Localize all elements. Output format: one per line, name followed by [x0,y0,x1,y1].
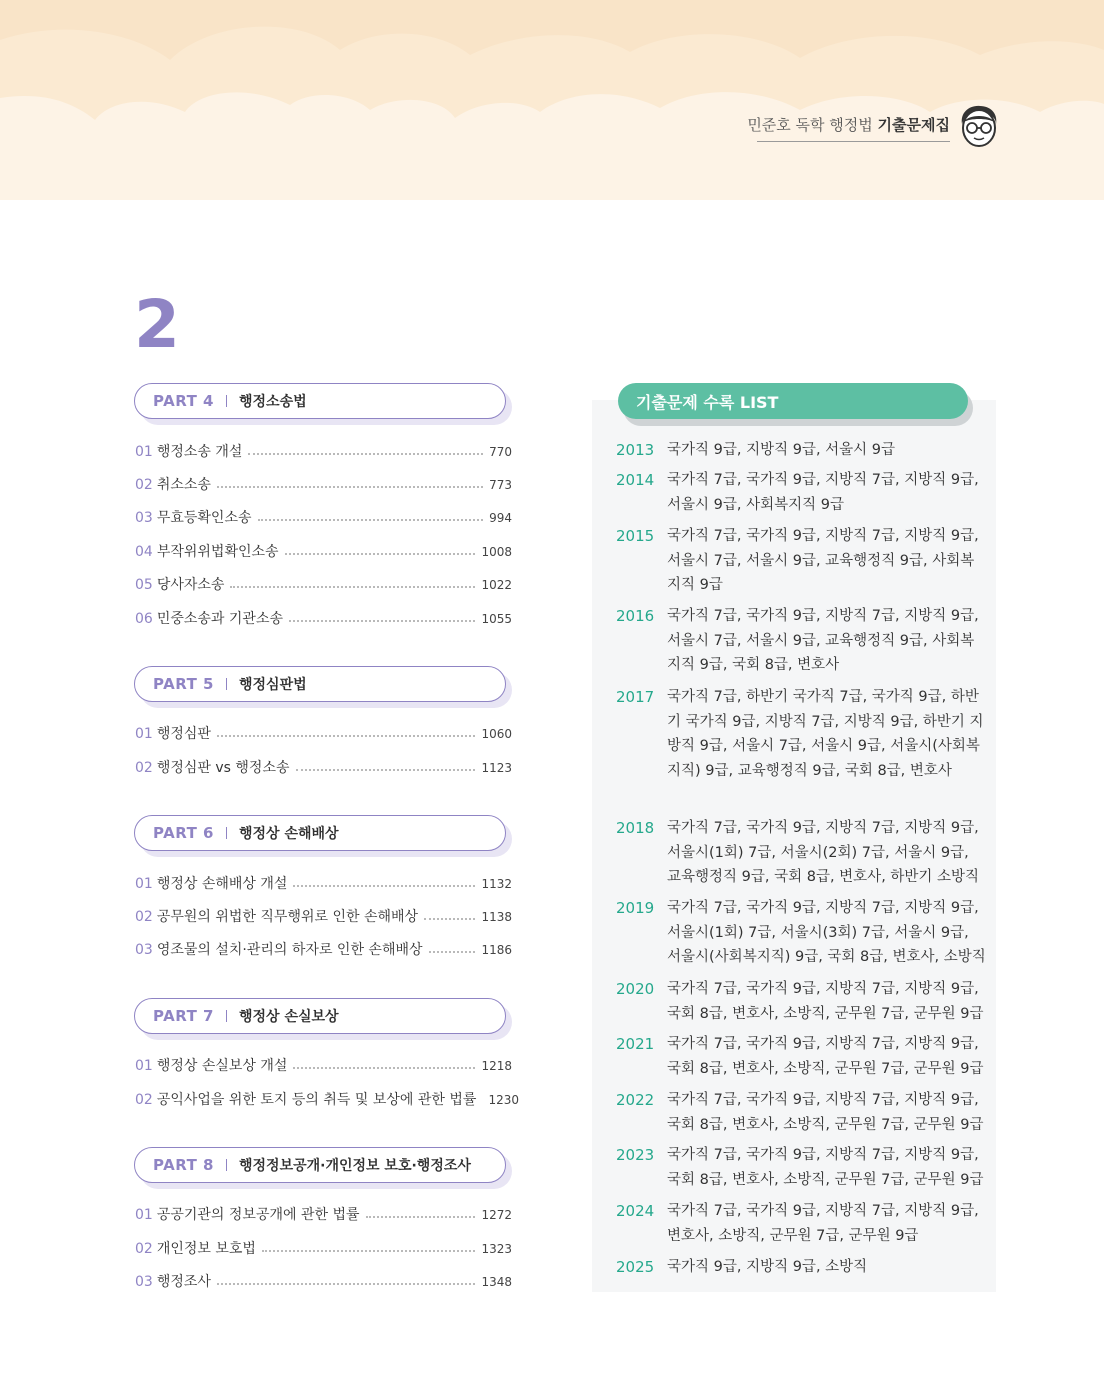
toc-leader [293,1067,475,1069]
part-header-7 [134,998,512,1040]
toc-number: 03 [135,1274,153,1290]
toc-title: 공무원의 위법한 직무행위로 인한 손해배상 [156,909,419,925]
cloud-decoration [0,0,1104,200]
toc-page: 1230 [488,1093,519,1107]
toc-title: 당사자소송 [156,577,225,593]
part-label: PART 8 [153,1156,214,1174]
exam-year: 2021 [616,1035,655,1053]
toc-leader [293,885,475,887]
exam-year: 2016 [616,607,655,625]
toc-page: 1060 [481,727,512,741]
toc-item[interactable] [135,441,512,461]
toc-leader [230,586,475,588]
toc-leader [424,918,475,920]
toc-title: 행정상 손실보상 개설 [156,1058,288,1074]
toc-item[interactable] [135,939,512,959]
toc-number: 01 [135,876,153,892]
exam-list-text: 국가직 9급, 지방직 9급, 소방직 [667,1259,868,1275]
part-title: 행정상 손해배상 [239,826,339,842]
exam-year: 2013 [616,441,655,459]
part-header-4 [134,383,512,425]
toc-title: 행정조사 [156,1274,211,1290]
toc-item[interactable] [135,906,512,926]
toc-leader [366,1216,476,1218]
toc-page: 1055 [481,612,512,626]
toc-leader [258,519,484,521]
part-header-6 [134,815,512,857]
toc-item[interactable] [135,507,512,527]
part-title: 행정정보공개·개인정보 보호·행정조사 [239,1158,471,1174]
toc-item[interactable] [135,1271,512,1291]
exam-list-text: 국가직 7급, 국가직 9급, 지방직 7급, 지방직 9급, 서울시(1회) 7급, 서울시(3회) 7급, 서울시 9급, 서울시(사회복지직) 9급, 국회 8급, 변호사, 소방직 [667,900,986,965]
exam-year-row [616,685,986,783]
toc-number: 02 [135,760,153,776]
toc-title: 무효등확인소송 [156,510,252,526]
toc-leader [285,553,476,555]
part-title: 행정소송법 [239,394,307,410]
toc-number: 06 [135,611,153,627]
toc-item[interactable] [135,1089,519,1109]
toc-page: 1272 [481,1208,512,1222]
exam-year: 2020 [616,980,655,998]
part-label: PART 6 [153,824,214,842]
toc-item[interactable] [135,757,512,777]
toc-number: 02 [135,1241,153,1257]
toc-title: 영조물의 설치·관리의 하자로 인한 손해배상 [156,942,423,958]
toc-number: 01 [135,1058,153,1074]
title-underline [757,141,950,142]
toc-item[interactable] [135,608,512,628]
toc-number: 01 [135,444,153,460]
exam-list-text: 국가직 7급, 국가직 9급, 지방직 7급, 지방직 9급, 국회 8급, 변호사, 소방직, 군무원 7급, 군무원 9급 [667,981,984,1022]
exam-list-text: 국가직 7급, 국가직 9급, 지방직 7급, 지방직 9급, 서울시 7급, 서울시 9급, 교육행정직 9급, 사회복지직 9급 [667,528,979,593]
exam-list-text: 국가직 7급, 국가직 9급, 지방직 7급, 지방직 9급, 서울시 9급, 사회복지직 9급 [667,472,979,513]
part-label: PART 5 [153,675,214,693]
exam-year-row [616,1199,986,1248]
toc-item[interactable] [135,1055,512,1075]
part-header-8 [134,1147,512,1189]
exam-year: 2014 [616,471,655,489]
exam-list-text: 국가직 7급, 국가직 9급, 지방직 7급, 지방직 9급, 변호사, 소방직, 군무원 7급, 군무원 9급 [667,1203,979,1244]
toc-leader [217,1283,476,1285]
toc-page: 1123 [481,761,512,775]
book-title-plain: 민준호 독학 행정법 [747,116,878,134]
part-label: PART 4 [153,392,214,410]
toc-number: 01 [135,1207,153,1223]
toc-number: 01 [135,726,153,742]
exam-year-row [616,438,986,463]
exam-list-text: 국가직 7급, 국가직 9급, 지방직 7급, 지방직 9급, 서울시(1회) 7급, 서울시(2회) 7급, 서울시 9급, 교육행정직 9급, 국회 8급, 변호사, 하반기 소방직 [667,820,980,885]
exam-year: 2025 [616,1258,655,1276]
toc-page: 1008 [481,545,512,559]
exam-year: 2017 [616,688,655,706]
part-label: PART 7 [153,1007,214,1025]
exam-list-text: 국가직 7급, 국가직 9급, 지방직 7급, 지방직 9급, 서울시 7급, 서울시 9급, 교육행정직 9급, 사회복지직 9급, 국회 8급, 변호사 [667,608,979,673]
exam-year: 2019 [616,899,655,917]
exam-list-title: 기출문제 수록 LIST [636,392,779,412]
toc-title: 행정소송 개설 [156,444,243,460]
exam-year: 2022 [616,1091,655,1109]
toc-page: 770 [489,445,512,459]
toc-title: 민중소송과 기관소송 [156,611,283,627]
toc-leader [296,769,476,771]
toc-page: 1323 [481,1242,512,1256]
toc-title: 취소소송 [156,477,211,493]
exam-year-row [616,524,986,598]
toc-page: 773 [489,478,512,492]
part-title: 행정심판법 [239,677,307,693]
book-title [747,114,950,135]
exam-year-row [616,1255,986,1280]
toc-title: 공익사업을 위한 토지 등의 취득 및 보상에 관한 법률 [156,1092,477,1108]
exam-year: 2024 [616,1202,655,1220]
toc-leader [289,620,475,622]
book-title-bold: 기출문제집 [877,116,950,134]
toc-number: 05 [135,577,153,593]
toc-title: 부작위위법확인소송 [156,544,279,560]
toc-item[interactable] [135,1204,512,1224]
author-avatar-icon [958,104,1000,148]
part-header-5 [134,666,512,708]
toc-item[interactable] [135,723,512,743]
exam-year-row [616,816,986,890]
exam-year-row [616,604,986,678]
toc-number: 02 [135,909,153,925]
toc-item[interactable] [135,873,512,893]
toc-number: 02 [135,1092,153,1108]
toc-page: 1348 [481,1275,512,1289]
exam-year-row [616,468,986,517]
exam-year-row [616,1088,986,1137]
toc-leader [262,1250,476,1252]
exam-year-row [616,977,986,1026]
toc-number: 02 [135,477,153,493]
toc-page: 1186 [481,943,512,957]
toc-page: 1218 [481,1059,512,1073]
toc-leader [429,951,476,953]
part-title: 행정상 손실보상 [239,1009,339,1025]
exam-list-text: 국가직 7급, 국가직 9급, 지방직 7급, 지방직 9급, 국회 8급, 변호사, 소방직, 군무원 7급, 군무원 9급 [667,1147,984,1188]
toc-page: 994 [489,511,512,525]
exam-year-row [616,1143,986,1192]
toc-page: 1132 [481,877,512,891]
header-band [0,0,1104,200]
toc-title: 행정심판 vs 행정소송 [156,760,290,776]
toc-item[interactable] [135,474,512,494]
toc-item[interactable] [135,541,512,561]
toc-number: 03 [135,942,153,958]
toc-title: 행정상 손해배상 개설 [156,876,288,892]
exam-year: 2018 [616,819,655,837]
exam-year: 2015 [616,527,655,545]
toc-number: 03 [135,510,153,526]
toc-number: 04 [135,544,153,560]
exam-year-row [616,1032,986,1081]
toc-leader [248,453,483,455]
toc-title: 행정심판 [156,726,211,742]
toc-title: 공공기관의 정보공개에 관한 법률 [156,1207,360,1223]
exam-list-text: 국가직 7급, 하반기 국가직 7급, 국가직 9급, 하반기 국가직 9급, 지방직 7급, 지방직 9급, 하반기 지방직 9급, 서울시 7급, 서울시 9급, 서울시(사회복지직) 9급, 교육행정직 9급, 국회 8급, 변호사 [667,689,984,779]
exam-list-text: 국가직 9급, 지방직 9급, 서울시 9급 [667,442,896,458]
toc-item[interactable] [135,1238,512,1258]
exam-list-title-pill [618,383,968,419]
toc-page: 1138 [481,910,512,924]
toc-item[interactable] [135,574,512,594]
exam-year: 2023 [616,1146,655,1164]
exam-year-row [616,896,986,970]
toc-leader [217,735,476,737]
toc-title: 개인정보 보호법 [156,1241,256,1257]
exam-list-text: 국가직 7급, 국가직 9급, 지방직 7급, 지방직 9급, 국회 8급, 변호사, 소방직, 군무원 7급, 군무원 9급 [667,1036,984,1077]
toc-leader [217,486,483,488]
chapter-number: 2 [134,286,178,363]
toc-page: 1022 [481,578,512,592]
exam-list-text: 국가직 7급, 국가직 9급, 지방직 7급, 지방직 9급, 국회 8급, 변호사, 소방직, 군무원 7급, 군무원 9급 [667,1092,984,1133]
